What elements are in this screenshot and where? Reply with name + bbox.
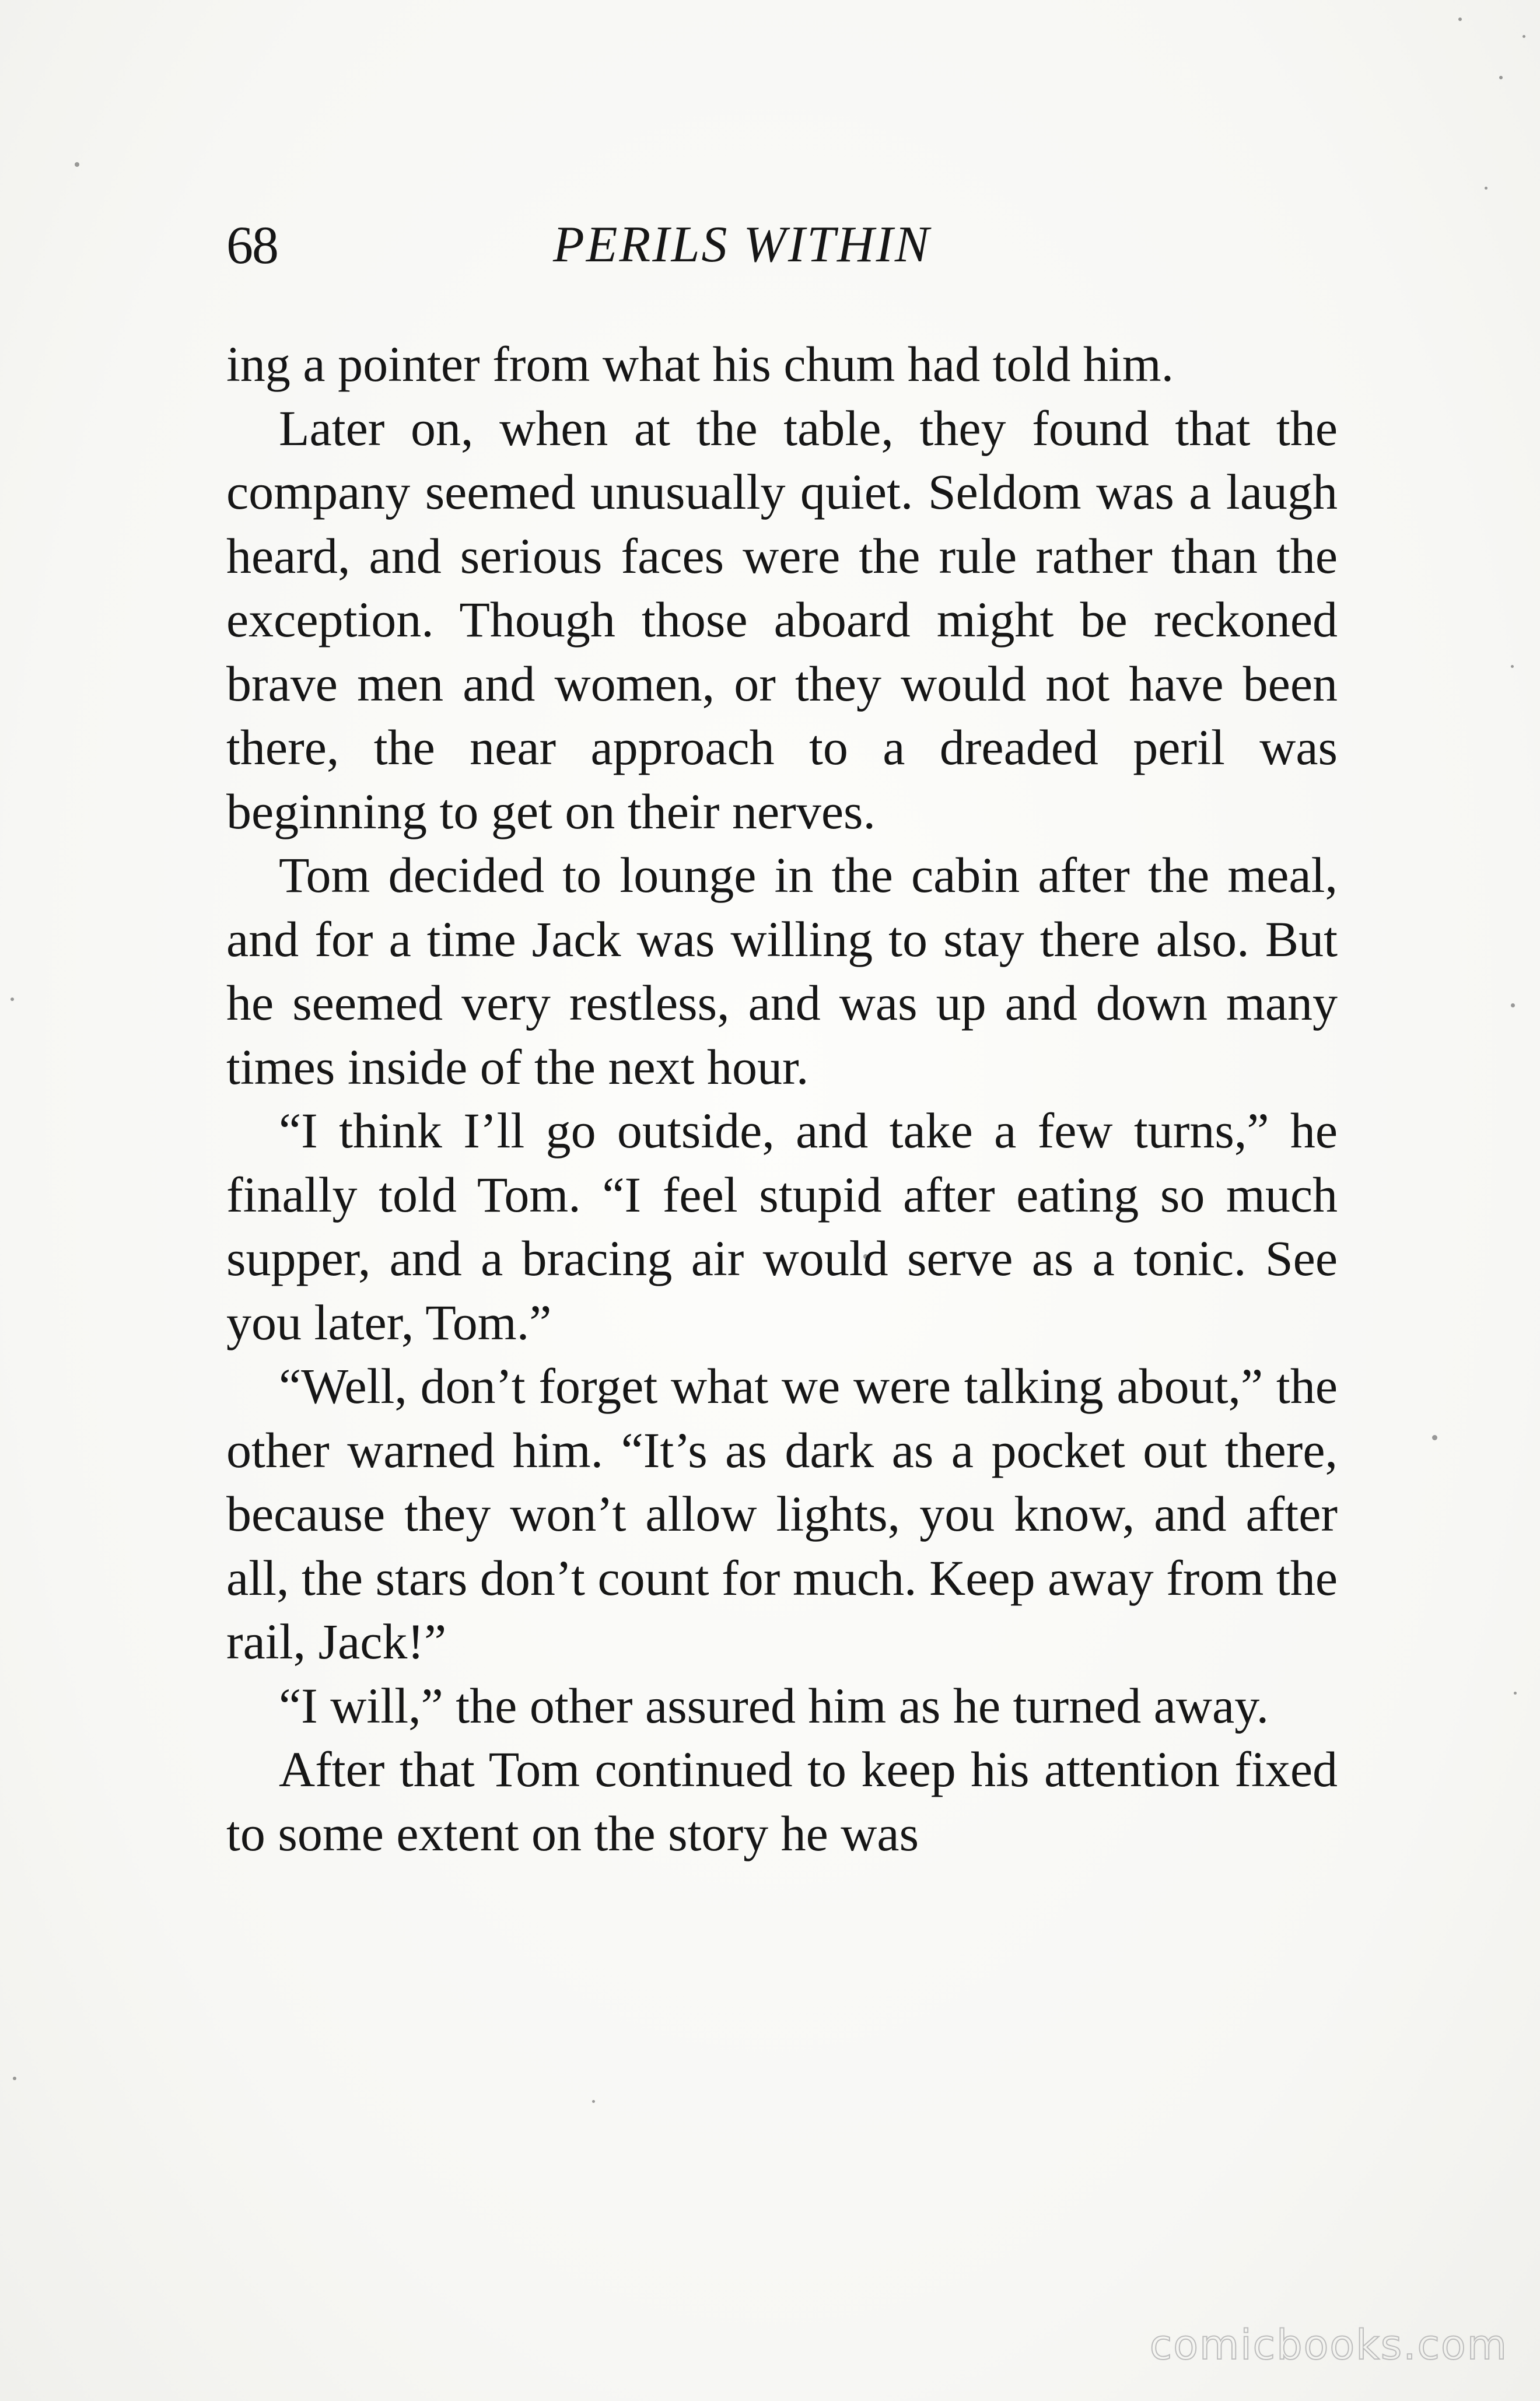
paragraph-2: Later on, when at the table, they found that the company seemed unusually quiet. Seldom was a laugh heard, and serious faces were the rule rather than the exception. Though those aboard might be reckoned brave men and women, or they would not have been there, the near approach to a dreaded peril was beginning to get on their nerves. (226, 400, 1338, 839)
paragraph-3: Tom decided to lounge in the cabin after the meal, and for a time Jack was willing to stay there also. But he seemed very restless, and was up and down many times inside of the next hour. (226, 847, 1338, 1095)
body-text (226, 332, 1338, 2182)
paragraph-6: “I will,” the other assured him as he turned away. (279, 1677, 1269, 1734)
page-number: 68 (226, 215, 278, 275)
running-title: PERILS WITHIN (553, 216, 931, 273)
paragraph-5: “Well, don’t forget what we were talking about,” the other warned him. “It’s as dark as a pocket out there, because they won’t allow lights, you know, and after all, the stars don’t count for much. Keep away from the rail, Jack!” (226, 1358, 1338, 1670)
paper-speck (13, 2077, 16, 2080)
page-header (226, 213, 1338, 277)
paragraph-1: ing a pointer from what his chum had told him. (226, 336, 1174, 392)
paper-speck (10, 998, 14, 1001)
paper-speck (1522, 35, 1525, 38)
paper-speck (1499, 76, 1503, 79)
paper-speck (1511, 1003, 1515, 1007)
paper-speck (1511, 665, 1514, 668)
paper-speck (1514, 1692, 1517, 1695)
watermark: comicbooks.com (1149, 2321, 1508, 2369)
paper-speck (1485, 187, 1488, 190)
paragraph-4: “I think I’ll go outside, and take a few turns,” he finally told Tom. “I feel stupid after eating so much supper, and a bracing air would serve as a tonic. See you later, Tom.” (226, 1102, 1338, 1350)
paragraph-7: After that Tom continued to keep his attention fixed to some extent on the story he was (226, 1741, 1338, 1861)
paper-speck (1458, 18, 1462, 21)
paper-speck (75, 162, 79, 167)
paper-speck (1432, 1435, 1437, 1440)
